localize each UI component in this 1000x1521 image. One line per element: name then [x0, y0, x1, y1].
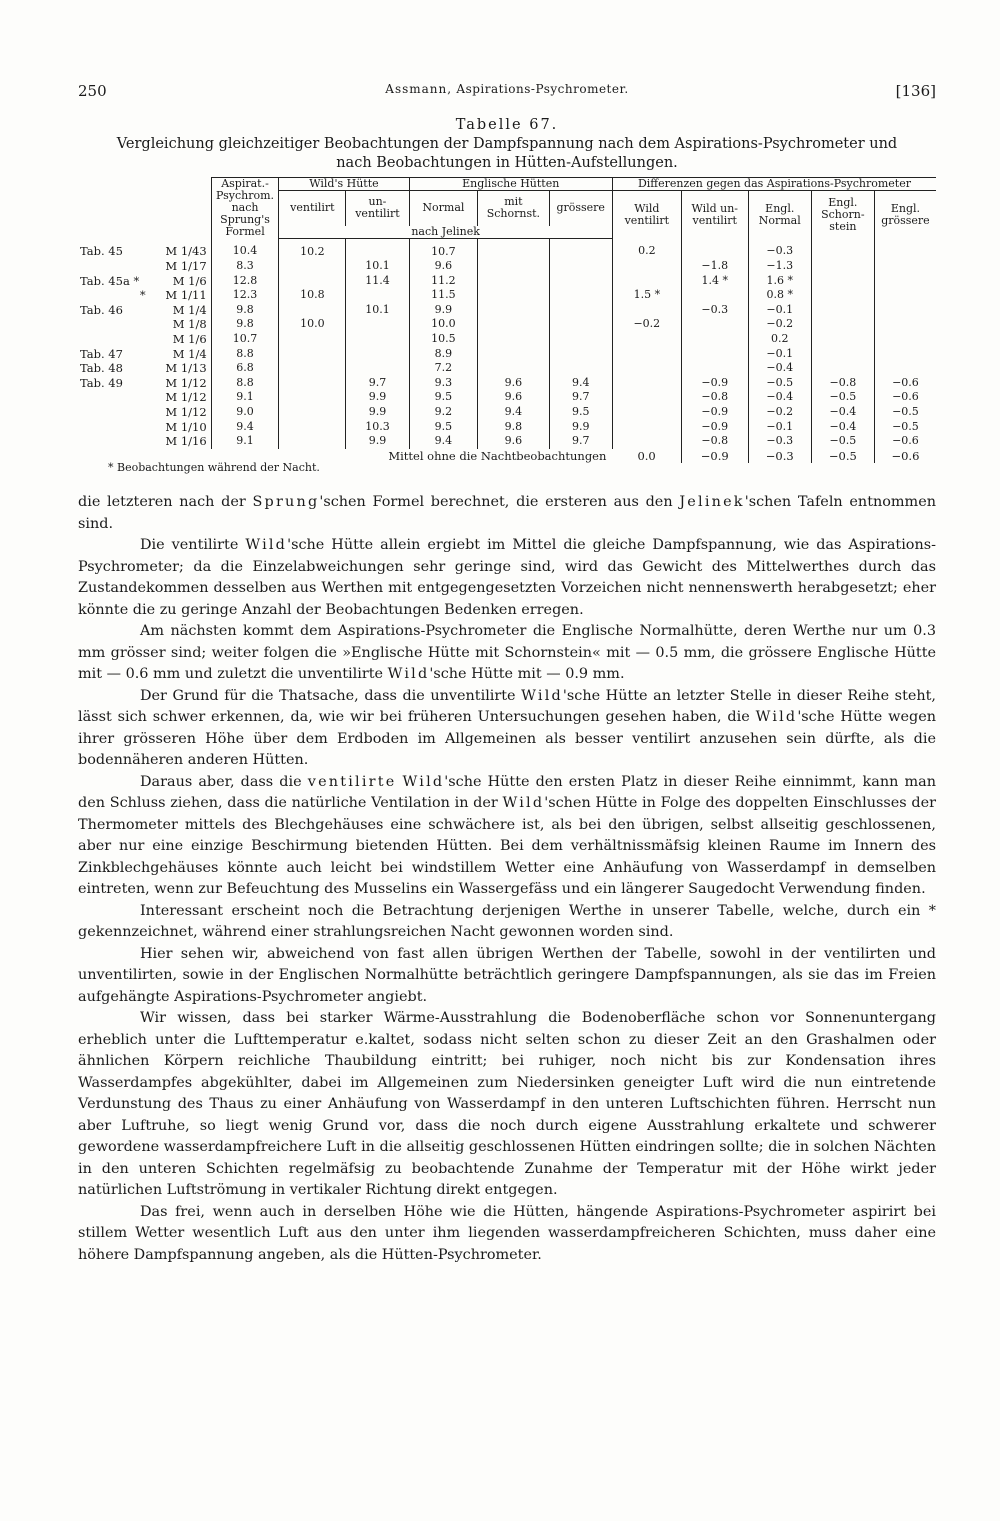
- cell-des: [811, 288, 874, 303]
- paragraph-text: Daraus aber, dass die: [140, 773, 308, 790]
- cell-dwv: [612, 434, 681, 449]
- cell-en: 9.5: [409, 390, 478, 405]
- cell-des: −0.8: [811, 376, 874, 391]
- cell-deg: [874, 317, 936, 332]
- data-table: [78, 177, 936, 463]
- cell-dwv: 0.2: [612, 238, 681, 259]
- cell-dwu: −0.9: [681, 405, 748, 420]
- paragraph-text: 'sche Hütte den ersten Platz in dieser Reihe einnimmt, kann man den Schluss ziehen, dass die natürliche Ventilation in der: [78, 773, 936, 812]
- running-title-author: Assmann,: [385, 82, 453, 96]
- cell-en: 9.5: [409, 420, 478, 435]
- cell-asp: 8.8: [211, 376, 279, 391]
- paragraph: [78, 535, 936, 621]
- cell-es: [478, 303, 549, 318]
- col-ventilirt: ventilirt: [279, 191, 346, 226]
- cell-dwv: [612, 274, 681, 289]
- table-row: [78, 390, 936, 405]
- spaced-emphasis: Wild: [755, 709, 798, 726]
- mittel-value: −0.6: [874, 449, 936, 464]
- row-m-label: M 1/10: [165, 419, 207, 434]
- paragraph-text: 'sche Hütte an letzter Stelle in dieser Reihe steht, lässt sich schwer erkennen, da, wie wir bei früheren Untersuchungen gesehen haben, die: [78, 687, 936, 726]
- row-tab-label: [78, 390, 148, 405]
- cell-dwu: −0.3: [681, 303, 748, 318]
- cell-deg: [874, 332, 936, 347]
- cell-dwv: [612, 332, 681, 347]
- cell-en: 9.4: [409, 434, 478, 449]
- row-m-label: M 1/4: [172, 346, 207, 361]
- cell-wv: [279, 390, 346, 405]
- mittel-value: −0.5: [811, 449, 874, 464]
- paragraph: [78, 686, 936, 772]
- col-mit-schornst: mit Schornst.: [478, 191, 549, 226]
- cell-dwv: [612, 405, 681, 420]
- cell-wu: [346, 347, 409, 362]
- cell-en: 8.9: [409, 347, 478, 362]
- paragraph-text: Hier sehen wir, abweichend von fast allen übrigen Werthen der Tabelle, sowohl in der ventilirten und unventilirten, sowie in der Englischen Normalhütte beträchtlich geringere Dampfspannungen, als sie das im Freien aufgehängte Aspirations-Psychrometer angiebt.: [78, 945, 936, 1005]
- cell-wv: [279, 332, 346, 347]
- cell-wu: 9.9: [346, 390, 409, 405]
- row-m-label: M 1/17: [165, 259, 207, 274]
- cell-des: [811, 259, 874, 274]
- cell-wv: [279, 347, 346, 362]
- col-groessere: grössere: [549, 191, 612, 226]
- cell-es: [478, 317, 549, 332]
- page-header: [78, 82, 936, 108]
- paragraph: [78, 1008, 936, 1202]
- table-row: [78, 238, 936, 259]
- page: [78, 82, 936, 1266]
- cell-deg: −0.6: [874, 376, 936, 391]
- cell-eg: 9.4: [549, 376, 612, 391]
- mittel-label: Mittel ohne die Nachtbeobachtungen: [388, 448, 607, 463]
- cell-asp: 10.4: [211, 238, 279, 259]
- cell-den: −0.3: [748, 238, 811, 259]
- paragraph: [78, 1202, 936, 1267]
- cell-es: [478, 238, 549, 259]
- col-diff-wild-unventilirt: Wild un-ventilirt: [681, 191, 748, 239]
- table-row: [78, 259, 936, 274]
- paragraph: [78, 492, 936, 535]
- cell-wu: 9.9: [346, 434, 409, 449]
- cell-eg: [549, 288, 612, 303]
- cell-wu: [346, 238, 409, 259]
- paragraph: [78, 621, 936, 686]
- cell-dwu: [681, 317, 748, 332]
- cell-dwv: [612, 420, 681, 435]
- cell-eg: [549, 361, 612, 376]
- cell-den: 0.8 *: [748, 288, 811, 303]
- cell-asp: 12.3: [211, 288, 279, 303]
- spaced-emphasis: Wild: [402, 773, 445, 790]
- col-diff-engl-schornstein: Engl. Schorn-stein: [811, 191, 874, 239]
- cell-deg: [874, 274, 936, 289]
- cell-des: [811, 332, 874, 347]
- table-row: [78, 303, 936, 318]
- cell-den: −0.4: [748, 361, 811, 376]
- cell-des: [811, 274, 874, 289]
- cell-wv: [279, 434, 346, 449]
- cell-dwv: [612, 303, 681, 318]
- cell-des: −0.4: [811, 420, 874, 435]
- row-tab-label: *: [139, 288, 146, 303]
- cell-dwv: [612, 361, 681, 376]
- col-unventilirt: un-ventilirt: [346, 191, 409, 226]
- col-wilds-huette: Wild's Hütte: [279, 178, 409, 191]
- paragraph-text: Die ventilirte: [140, 537, 246, 554]
- cell-es: [478, 332, 549, 347]
- paragraph-text: 'sche Hütte mit — 0.9 mm.: [429, 666, 625, 683]
- cell-wv: [279, 420, 346, 435]
- table-body: [78, 238, 936, 449]
- cell-en: 10.5: [409, 332, 478, 347]
- row-tab-label: Tab. 49: [80, 375, 123, 390]
- cell-dwu: 1.4 *: [681, 274, 748, 289]
- cell-des: −0.5: [811, 434, 874, 449]
- cell-den: −0.3: [748, 434, 811, 449]
- cell-es: [478, 361, 549, 376]
- row-m-label: M 1/43: [165, 244, 207, 259]
- paragraph-text: 'sche Hütte wegen ihrer grösseren Höhe über dem Erdboden im Allgemeinen als besser ventilirt anzusehen sein dürfte, als die bodennäheren anderen Hütten.: [78, 709, 936, 769]
- cell-wv: [279, 259, 346, 274]
- cell-eg: [549, 317, 612, 332]
- paragraph-text: Das frei, wenn auch in derselben Höhe wie die Hütten, hängende Aspirations-Psychrometer aspirirt bei stillem Wetter wesentlich Luft aus den unter ihm liegenden wasserdampfreicheren Schichten, muss daher eine höhere Dampfspannung angeben, als die Hütten-Psychrometer.: [78, 1203, 936, 1263]
- table-row: [78, 288, 936, 303]
- cell-den: −0.2: [748, 405, 811, 420]
- cell-wu: 9.9: [346, 405, 409, 420]
- cell-asp: 8.8: [211, 347, 279, 362]
- cell-eg: [549, 259, 612, 274]
- cell-wv: [279, 361, 346, 376]
- cell-es: 9.6: [478, 434, 549, 449]
- cell-den: −0.1: [748, 420, 811, 435]
- cell-wu: [346, 332, 409, 347]
- row-tab-label: [78, 332, 148, 347]
- cell-deg: [874, 288, 936, 303]
- mittel-value: −0.9: [681, 449, 748, 464]
- cell-asp: 9.8: [211, 317, 279, 332]
- cell-dwu: [681, 361, 748, 376]
- cell-den: 0.2: [748, 332, 811, 347]
- table-title: Tabelle 67.: [455, 117, 559, 133]
- cell-en: 11.2: [409, 274, 478, 289]
- spaced-emphasis: Jelinek: [679, 494, 745, 511]
- col-nach-jelinek: nach Jelinek: [279, 226, 613, 239]
- cell-dwv: [612, 259, 681, 274]
- cell-es: [478, 259, 549, 274]
- running-title: [78, 82, 936, 96]
- cell-deg: [874, 259, 936, 274]
- cell-asp: 12.8: [211, 274, 279, 289]
- table-footnote: * Beobachtungen während der Nacht.: [108, 461, 320, 475]
- spaced-emphasis: Sprung: [252, 494, 320, 511]
- mittel-value: 0.0: [637, 448, 656, 463]
- table-row: [78, 347, 936, 362]
- col-aspirat: Aspirat.-Psychrom. nach Sprung's Formel: [211, 178, 279, 239]
- row-m-label: M 1/12: [165, 375, 207, 390]
- cell-wv: [279, 405, 346, 420]
- spaced-emphasis: Wild: [521, 687, 563, 704]
- cell-asp: 9.0: [211, 405, 279, 420]
- row-m-label: M 1/13: [165, 361, 207, 376]
- cell-wv: 10.2: [279, 238, 346, 259]
- cell-wu: 10.3: [346, 420, 409, 435]
- cell-dwv: 1.5 *: [612, 288, 681, 303]
- cell-dwu: −1.8: [681, 259, 748, 274]
- cell-des: [811, 238, 874, 259]
- paragraph: [78, 901, 936, 944]
- cell-wu: [346, 317, 409, 332]
- cell-eg: 9.9: [549, 420, 612, 435]
- bracket-page-number: [136]: [895, 82, 936, 100]
- cell-eg: [549, 347, 612, 362]
- cell-en: 10.7: [409, 238, 478, 259]
- row-tab-label: [78, 434, 148, 449]
- paragraph-text: 'schen Tafeln entnommen sind.: [78, 494, 936, 532]
- cell-eg: [549, 274, 612, 289]
- cell-deg: [874, 347, 936, 362]
- cell-deg: −0.6: [874, 390, 936, 405]
- cell-eg: 9.7: [549, 434, 612, 449]
- table-row: [78, 405, 936, 420]
- cell-wu: 9.7: [346, 376, 409, 391]
- cell-asp: 6.8: [211, 361, 279, 376]
- cell-asp: 10.7: [211, 332, 279, 347]
- cell-wv: 10.8: [279, 288, 346, 303]
- col-diff-engl-groessere: Engl. grössere: [874, 191, 936, 239]
- cell-wv: [279, 303, 346, 318]
- cell-dwv: −0.2: [612, 317, 681, 332]
- table-row: [78, 434, 936, 449]
- cell-des: [811, 303, 874, 318]
- row-tab-label: Tab. 46: [80, 302, 123, 317]
- cell-deg: −0.5: [874, 405, 936, 420]
- body-text: [78, 492, 936, 1266]
- cell-den: −0.1: [748, 303, 811, 318]
- spaced-emphasis: Wild: [245, 537, 288, 554]
- spaced-emphasis: Wild: [502, 795, 545, 812]
- cell-wu: [346, 288, 409, 303]
- col-differenzen: Differenzen gegen das Aspirations-Psychrometer: [612, 178, 936, 191]
- cell-wu: [346, 361, 409, 376]
- cell-en: 9.2: [409, 405, 478, 420]
- cell-eg: 9.5: [549, 405, 612, 420]
- row-tab-label: Tab. 47: [80, 346, 123, 361]
- running-title-rest: Aspirations-Psychrometer.: [456, 82, 629, 96]
- cell-dwu: −0.9: [681, 376, 748, 391]
- mittel-value: −0.3: [748, 449, 811, 464]
- cell-en: 9.9: [409, 303, 478, 318]
- cell-asp: 9.4: [211, 420, 279, 435]
- spaced-emphasis: Wild: [387, 666, 430, 683]
- cell-es: 9.6: [478, 376, 549, 391]
- paragraph-text: die letzteren nach der: [78, 494, 253, 511]
- table-caption: [78, 116, 936, 173]
- cell-es: 9.6: [478, 390, 549, 405]
- row-m-label: M 1/4: [172, 302, 207, 317]
- cell-deg: [874, 238, 936, 259]
- cell-wv: 10.0: [279, 317, 346, 332]
- cell-dwu: −0.8: [681, 434, 748, 449]
- cell-den: −0.1: [748, 347, 811, 362]
- cell-eg: 9.7: [549, 390, 612, 405]
- cell-asp: 9.8: [211, 303, 279, 318]
- row-tab-label: Tab. 48: [80, 361, 123, 376]
- cell-dwu: −0.8: [681, 390, 748, 405]
- cell-dwu: −0.9: [681, 420, 748, 435]
- paragraph: [78, 944, 936, 1009]
- cell-es: [478, 347, 549, 362]
- row-m-label: M 1/6: [172, 273, 207, 288]
- table-head: [78, 178, 936, 239]
- cell-es: 9.4: [478, 405, 549, 420]
- col-diff-wild-ventilirt: Wild ventilirt: [612, 191, 681, 239]
- cell-des: −0.4: [811, 405, 874, 420]
- cell-des: −0.5: [811, 390, 874, 405]
- row-tab-label: [78, 405, 148, 420]
- spaced-emphasis: ventilirte: [307, 773, 397, 790]
- cell-dwv: [612, 347, 681, 362]
- table-row: [78, 274, 936, 289]
- cell-wv: [279, 274, 346, 289]
- cell-den: −0.5: [748, 376, 811, 391]
- cell-eg: [549, 332, 612, 347]
- cell-dwu: [681, 332, 748, 347]
- cell-es: 9.8: [478, 420, 549, 435]
- cell-den: 1.6 *: [748, 274, 811, 289]
- cell-en: 7.2: [409, 361, 478, 376]
- paragraph-text: 'schen Formel berechnet, die ersteren aus den: [319, 494, 680, 511]
- cell-wv: [279, 376, 346, 391]
- cell-deg: [874, 361, 936, 376]
- row-m-label: M 1/8: [172, 317, 207, 332]
- row-tab-label: Tab. 45a *: [80, 273, 140, 288]
- row-tab-label: Tab. 45: [80, 244, 123, 259]
- paragraph: [78, 772, 936, 901]
- cell-asp: 9.1: [211, 434, 279, 449]
- cell-des: [811, 347, 874, 362]
- cell-des: [811, 317, 874, 332]
- table-row: [78, 317, 936, 332]
- col-diff-engl-normal: Engl. Normal: [748, 191, 811, 239]
- row-tab-label: [78, 420, 148, 435]
- cell-asp: 9.1: [211, 390, 279, 405]
- row-tab-label: [78, 259, 148, 274]
- cell-wu: 10.1: [346, 303, 409, 318]
- cell-en: 11.5: [409, 288, 478, 303]
- row-m-label: M 1/12: [165, 390, 207, 405]
- cell-en: 10.0: [409, 317, 478, 332]
- cell-eg: [549, 238, 612, 259]
- row-m-label: M 1/11: [165, 288, 207, 303]
- cell-dwv: [612, 376, 681, 391]
- cell-en: 9.3: [409, 376, 478, 391]
- cell-eg: [549, 303, 612, 318]
- cell-en: 9.6: [409, 259, 478, 274]
- table-row: [78, 420, 936, 435]
- col-englische-huetten: Englische Hütten: [409, 178, 612, 191]
- cell-den: −0.4: [748, 390, 811, 405]
- row-tab-label: [78, 317, 148, 332]
- table-caption-line-2: nach Beobachtungen in Hütten-Aufstellungen.: [336, 155, 678, 171]
- cell-den: −0.2: [748, 317, 811, 332]
- table-caption-line-1: Vergleichung gleichzeitiger Beobachtungen der Dampfspannung nach dem Aspirations-Psychrometer und: [116, 136, 898, 152]
- cell-des: [811, 361, 874, 376]
- table-row: [78, 376, 936, 391]
- paragraph-text: Wir wissen, dass bei starker Wärme-Ausstrahlung die Bodenoberfläche schon vor Sonnenuntergang erheblich unter die Lufttemperatur e.kaltet, sodass nicht selten schon zu dieser Zeit an den Grashalmen oder ähnlichen Körpern reichliche Thaubildung eintritt; bei ruhiger, noch nicht bis zur Kondensation ihres Wasserdampfes abgekühlter, dabei im Allgemeinen zum Niedersinken geneigter Luft wird die nun eintretende Verdunstung des Thaus zu einer Anhäufung von Wasserdampf in den unteren Luftschichten führen. Herrscht nun aber Luftruhe, so liegt wenig Grund vor, dass die noch durch eigene Ausstrahlung erkaltete und schwerer gewordene wasserdampfreichere Luft in die allseitig geschlossenen Hütten eindringen sollte; die in solchen Nächten in den unteren Schichten regelmäfsig zu beobachtende Zunahme der Temperatur mit der Höhe wirkt jeder natürlichen Luftströmung in vertikaler Richtung direkt entgegen.: [78, 1010, 936, 1199]
- paragraph-text: 'sche Hütte allein ergiebt im Mittel die gleiche Dampfspannung, wie das Aspirations-Psychrometer; da die Einzelabweichungen sehr geringe sind, wird das Gewicht des Mittelwerthes durch das Zustandekommen desselben aus Werthen mit entgegengesetzten Vorzeichen nicht nennenswerth herabgesetzt; eher könnte die zu geringe Anzahl der Beobachtungen Bedenken erregen.: [78, 537, 936, 618]
- paragraph-text: Interessant erscheint noch die Betrachtung derjenigen Werthe in unserer Tabelle, welche, durch ein * gekennzeichnet, während einer strahlungsreichen Nacht gewonnen worden sind.: [78, 902, 936, 941]
- cell-deg: [874, 303, 936, 318]
- cell-dwv: [612, 390, 681, 405]
- table-row: [78, 361, 936, 376]
- cell-deg: −0.5: [874, 420, 936, 435]
- row-m-label: M 1/12: [165, 405, 207, 420]
- cell-deg: −0.6: [874, 434, 936, 449]
- cell-den: −1.3: [748, 259, 811, 274]
- cell-dwu: [681, 347, 748, 362]
- col-normal: Normal: [409, 191, 478, 226]
- cell-wu: 11.4: [346, 274, 409, 289]
- cell-wu: 10.1: [346, 259, 409, 274]
- cell-dwu: [681, 238, 748, 259]
- row-m-label: M 1/6: [172, 332, 207, 347]
- paragraph-text: 'schen Hütte in Folge des doppelten Einschlusses der Thermometer mittels des Blechgehäuses eine schwächere ist, als bei den übrigen, selbst allseitig geschlossenen, aber nur eine einzige Beschirmung bietenden Hütten. Bei dem verhältnissmäfsig kleinen Raume im Innern des Zinkblechgehäuses könnte auch leicht bei windstillem Wetter eine Anhäufung von Wasserdampf in demselben eintreten, wenn zur Befeuchtung des Musselins ein Wassergefäss und ein längerer Saugedocht Verwendung finden.: [78, 795, 936, 898]
- cell-es: [478, 274, 549, 289]
- paragraph-text: Der Grund für die Thatsache, dass die unventilirte: [140, 687, 522, 704]
- cell-es: [478, 288, 549, 303]
- page-number: 250: [78, 82, 107, 100]
- cell-asp: 8.3: [211, 259, 279, 274]
- paragraph-text: Am nächsten kommt dem Aspirations-Psychrometer die Englische Normalhütte, deren Werthe nur um 0.3 mm grösser sind; weiter folgen die »Englische Hütte mit Schornstein« mit — 0.5 mm, die grössere Englische Hütte mit — 0.6 mm und zuletzt die unventilirte: [78, 623, 936, 683]
- table-row: [78, 332, 936, 347]
- cell-dwu: [681, 288, 748, 303]
- row-m-label: M 1/16: [165, 434, 207, 449]
